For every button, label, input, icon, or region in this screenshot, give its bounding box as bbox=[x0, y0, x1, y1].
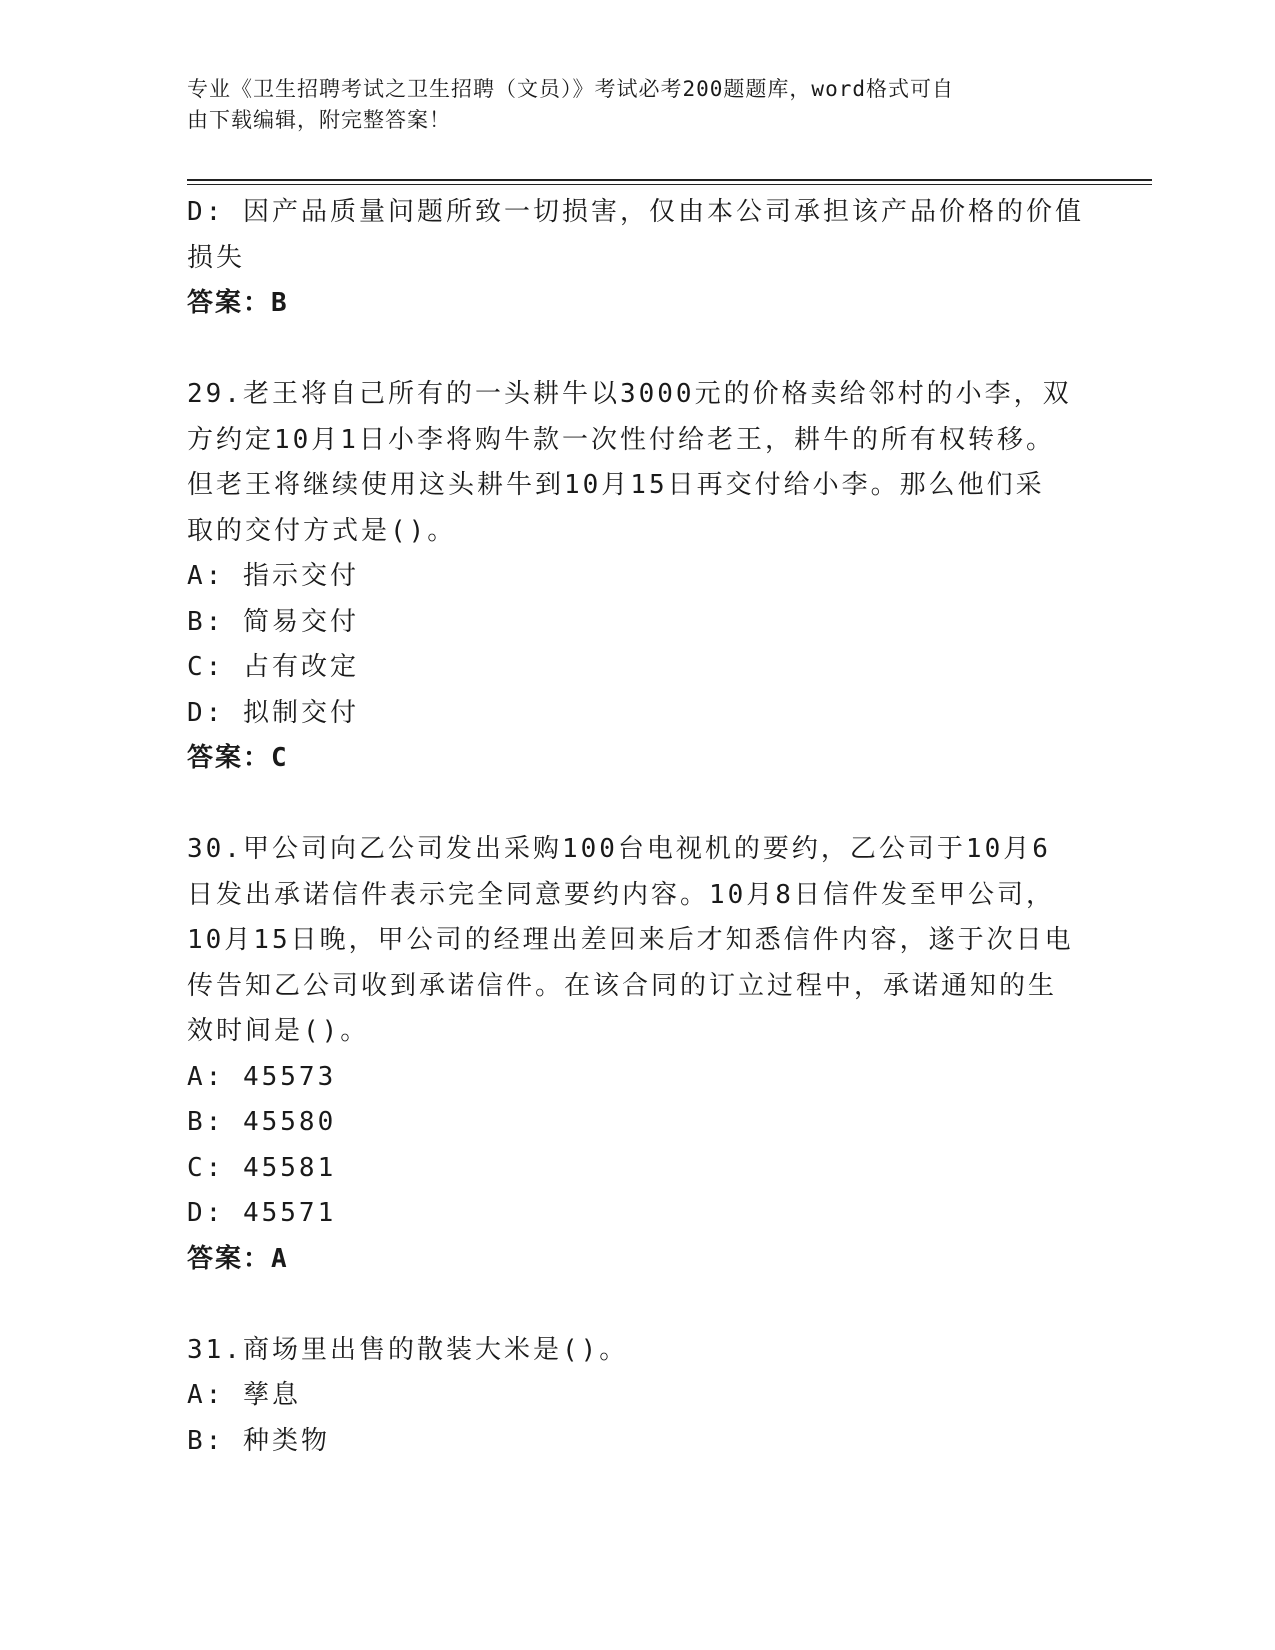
spacer bbox=[187, 782, 1087, 828]
header-rule-thick bbox=[187, 179, 1152, 181]
q29-option-c: C: 占有改定 bbox=[187, 652, 359, 682]
q29-stem-line: 方约定10月1日小李将购牛款一次性付给老王，耕牛的所有权转移。 bbox=[187, 424, 1055, 455]
q30-option-b: B: 45580 bbox=[187, 1107, 337, 1137]
question-31 bbox=[187, 1328, 1087, 1465]
q29-stem-line: 但老王将继续使用这头耕牛到10月15日再交付给小李。那么他们采 bbox=[187, 470, 1045, 500]
q30-stem-line: 效时间是()。 bbox=[187, 1016, 370, 1046]
q31-option-b: B: 种类物 bbox=[187, 1425, 330, 1456]
prev-option-d-line-1: D: 因产品质量问题所致一切损害，仅由本公司承担该产品价格的价值 bbox=[187, 197, 1084, 227]
spacer bbox=[187, 1282, 1087, 1328]
spacer bbox=[187, 327, 1087, 373]
q29-stem-line: 取的交付方式是()。 bbox=[187, 515, 457, 546]
q30-stem-line: 传告知乙公司收到承诺信件。在该合同的订立过程中，承诺通知的生 bbox=[187, 970, 1058, 1001]
q30-stem-line: 10月15日晚，甲公司的经理出差回来后才知悉信件内容，遂于次日电 bbox=[187, 925, 1074, 955]
q29-stem-line: 29.老王将自己所有的一头耕牛以3000元的价格卖给邻村的小李，双 bbox=[187, 379, 1072, 409]
q30-stem-line: 30.甲公司向乙公司发出采购100台电视机的要约，乙公司于10月6 bbox=[187, 834, 1051, 864]
prev-option-d-line-2: 损失 bbox=[187, 242, 246, 273]
q29-answer: 答案：C bbox=[187, 743, 289, 773]
q29-option-a: A: 指示交付 bbox=[187, 561, 359, 591]
question-30 bbox=[187, 827, 1087, 1282]
question-29 bbox=[187, 372, 1087, 782]
q31-stem-line: 31.商场里出售的散装大米是()。 bbox=[187, 1334, 629, 1365]
q30-stem-line: 日发出承诺信件表示完全同意要约内容。10月8日信件发至甲公司， bbox=[187, 879, 1055, 910]
question-content bbox=[187, 190, 1087, 1464]
header-rule-thin bbox=[187, 184, 1152, 185]
q29-option-d: D: 拟制交付 bbox=[187, 697, 359, 728]
q30-option-d: D: 45571 bbox=[187, 1198, 337, 1228]
q29-option-b: B: 简易交付 bbox=[187, 606, 359, 637]
header-line-2: 由下载编辑，附完整答案！ bbox=[187, 108, 451, 132]
q30-option-c: C: 45581 bbox=[187, 1152, 337, 1183]
q30-option-a: A: 45573 bbox=[187, 1061, 337, 1092]
prev-answer: 答案：B bbox=[187, 288, 289, 318]
header-line-1: 专业《卫生招聘考试之卫生招聘（文员）》考试必考200题题库，word格式可自 bbox=[187, 77, 954, 101]
page-header bbox=[187, 74, 1067, 136]
q31-option-a: A: 孳息 bbox=[187, 1380, 301, 1410]
q30-answer: 答案：A bbox=[187, 1243, 289, 1274]
